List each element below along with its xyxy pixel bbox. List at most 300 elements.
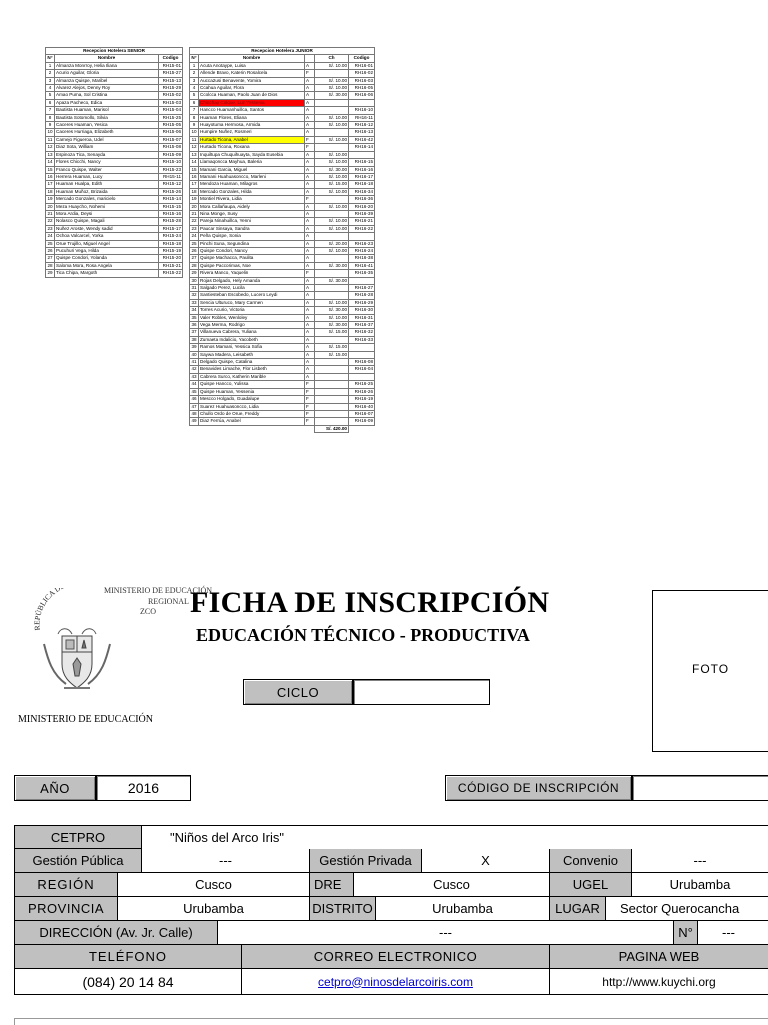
junior-row-num: 13 — [191, 151, 197, 157]
junior-row-code: RH16-33 — [349, 336, 375, 343]
senior-row-code: RH15-15 — [159, 203, 183, 210]
junior-row-code: RH16-35 — [349, 270, 375, 277]
junior-row-ch — [315, 292, 349, 299]
junior-row-status: F — [305, 410, 315, 417]
junior-table-row — [190, 181, 375, 188]
senior-table-row — [46, 225, 183, 232]
junior-row-status: F — [305, 418, 315, 425]
lugar-value[interactable]: Sector Querocancha — [606, 897, 768, 921]
junior-row-num: 32 — [191, 292, 197, 298]
convenio-value[interactable]: --- — [632, 849, 768, 873]
junior-row-name: Nina Monge, Susy — [199, 210, 305, 217]
junior-row-status: A — [305, 359, 315, 366]
junior-row-name: Salgado Perez, Lucila — [199, 285, 305, 292]
distrito-label: DISTRITO — [310, 897, 376, 921]
junior-row-status: A — [305, 203, 315, 210]
senior-row-name: Franco Quispe, Walter — [55, 166, 159, 173]
senior-table-row — [46, 247, 183, 254]
junior-row-ch: S/. 30.00 — [315, 166, 349, 173]
senior-row-code: RH15-24 — [159, 233, 183, 240]
junior-row-status: F — [305, 270, 315, 277]
junior-table-row — [190, 322, 375, 329]
junior-row-name: Chinchay Colque, Luz Yessenia — [199, 99, 305, 106]
junior-row-num: 2 — [190, 70, 199, 77]
junior-table-row — [190, 270, 375, 277]
junior-row-status: A — [305, 329, 315, 336]
junior-row-num: 42 — [191, 366, 197, 372]
junior-row-code: RH16-15 — [349, 159, 375, 166]
senior-row-name: Herrera Huaman, Lucy — [55, 173, 159, 180]
senior-title: Recepcion Hotelera SENIOR — [46, 48, 183, 55]
senior-row-name: Carnejo Figueroa, Udel — [55, 136, 159, 143]
senior-header-num: N° — [47, 55, 53, 61]
junior-row-name: Mamani Huahuasoncco, Marleni — [199, 173, 305, 180]
junior-row-num: 45 — [191, 388, 197, 394]
junior-row-name: Pareja Ninahuillca, Yenni — [199, 218, 305, 225]
direccion-value[interactable]: --- — [218, 921, 674, 945]
senior-row-name: Tica Chipa, Margoth — [55, 270, 159, 277]
junior-row-num: 49 — [191, 418, 197, 424]
gestion-publica-value[interactable]: --- — [142, 849, 310, 873]
senior-row-num: 12 — [47, 144, 53, 150]
senior-row-name: Huaman Muñoz, Brizaida — [55, 188, 159, 195]
senior-row-num: 27 — [47, 255, 53, 261]
senior-row-num: 21 — [47, 210, 53, 216]
junior-table — [189, 47, 375, 433]
senior-table — [45, 47, 183, 278]
junior-row-status: A — [305, 240, 315, 247]
junior-table-row — [190, 381, 375, 388]
numero-label: N° — [674, 921, 698, 945]
junior-table-row — [190, 129, 375, 136]
junior-row-code: RH16-39 — [349, 210, 375, 217]
senior-table-row — [46, 122, 183, 129]
junior-row-name: Quispe Huaman, Yessenia — [199, 388, 305, 395]
junior-row-ch: S/. 10.00 — [315, 218, 349, 225]
junior-row-status: A — [305, 114, 315, 121]
junior-row-code — [349, 151, 375, 158]
senior-row-num: 29 — [47, 270, 53, 276]
svg-text:REPÚBLICA DEL PERÚ — [32, 588, 90, 631]
junior-header-row — [190, 55, 375, 62]
senior-row-num: 3 — [46, 77, 55, 84]
senior-row-code: RH15-13 — [159, 77, 183, 84]
junior-row-ch: S/. 20.00 — [315, 240, 349, 247]
junior-row-num: 15 — [191, 166, 197, 172]
junior-row-ch: S/. 15.00 — [315, 181, 349, 188]
junior-row-status: A — [305, 307, 315, 314]
junior-row-code: RH16-24 — [349, 247, 375, 254]
junior-table-row — [190, 314, 375, 321]
junior-row-num: 21 — [191, 210, 197, 216]
junior-row-num: 35 — [191, 314, 197, 320]
junior-row-code: RH16-10 — [349, 107, 375, 114]
junior-row-ch — [315, 366, 349, 373]
junior-row-status: A — [305, 129, 315, 136]
junior-row-status: F — [305, 396, 315, 403]
junior-row-num: 4 — [190, 85, 199, 92]
junior-row-ch — [315, 359, 349, 366]
lugar-label: LUGAR — [550, 897, 606, 921]
senior-row-code: RH15-02 — [159, 92, 183, 99]
senior-row-num: 17 — [47, 181, 53, 187]
junior-row-ch — [315, 336, 349, 343]
senior-row-code: RH15-23 — [159, 166, 183, 173]
cetpro-value[interactable]: "Niños del Arco Iris" — [142, 825, 768, 849]
junior-row-num: 24 — [191, 233, 197, 239]
senior-row-num: 16 — [47, 173, 53, 179]
senior-row-num: 1 — [46, 62, 55, 69]
junior-row-num: 31 — [191, 285, 197, 290]
junior-row-code — [349, 344, 375, 351]
junior-table-row — [190, 99, 375, 106]
junior-row-ch — [315, 129, 349, 136]
senior-row-code: RH15-08 — [159, 144, 183, 151]
junior-row-code: RH16-12 — [349, 122, 375, 129]
provincia-label: PROVINCIA — [14, 897, 118, 921]
junior-row-ch — [315, 270, 349, 277]
junior-row-ch — [315, 107, 349, 114]
junior-row-ch: S/. 10.00 — [315, 114, 349, 121]
junior-table-row — [190, 218, 375, 225]
senior-row-code: RH15-05 — [159, 122, 183, 129]
peru-seal-icon — [28, 588, 193, 708]
junior-row-num: 17 — [191, 181, 197, 187]
junior-row-status: A — [305, 85, 315, 92]
junior-row-num: 9 — [190, 122, 199, 129]
senior-table-row — [46, 159, 183, 166]
junior-row-code — [349, 373, 375, 380]
ciclo-input[interactable] — [353, 679, 490, 705]
junior-row-ch: S/. 30.00 — [315, 307, 349, 314]
junior-table-row — [190, 62, 375, 69]
junior-row-code: RH16-08 — [349, 359, 375, 366]
junior-row-code: RH16-16 — [349, 166, 375, 173]
junior-row-name: Quispe Paccorimas, Noe — [199, 262, 305, 269]
junior-header-num: N° — [191, 55, 197, 61]
junior-row-code: RH16-37 — [349, 322, 375, 329]
junior-table-row — [190, 136, 375, 143]
junior-row-name: Rivera Manco, Yaquelin — [199, 270, 305, 277]
junior-row-ch — [315, 144, 349, 151]
junior-row-status: A — [305, 62, 315, 69]
pagina-web-value[interactable]: http://www.kuychi.org — [550, 969, 768, 995]
junior-header-code: Codigo — [349, 55, 375, 62]
senior-row-name: Pucuhuri Vega, Hilda — [55, 247, 159, 254]
senior-table-row — [46, 144, 183, 151]
junior-row-ch: S/. 10.00 — [315, 159, 349, 166]
provincia-value[interactable]: Urubamba — [118, 897, 310, 921]
dre-value[interactable]: Cusco — [354, 873, 550, 897]
junior-row-num: 29 — [191, 270, 197, 276]
junior-row-num: 27 — [191, 255, 197, 261]
junior-row-status: A — [305, 336, 315, 343]
junior-row-code: RH16-01 — [349, 62, 375, 69]
senior-row-name: Mercado Gonzales, maricielo — [55, 196, 159, 203]
senior-row-name: Saloma Mora, Rosa Angela — [55, 262, 159, 269]
junior-row-name: Ccolcca Huaman, Paolo Juan de Dios — [199, 92, 305, 99]
junior-row-code: RH16-21 — [349, 218, 375, 225]
junior-row-ch: S/. 10.00 — [315, 299, 349, 306]
junior-row-name: Santiesteban Escobedo, Lucero Leydi — [199, 292, 305, 299]
anio-label: AÑO — [14, 775, 96, 801]
senior-row-num: 22 — [47, 218, 53, 224]
senior-row-name: Apaza Pacheco, Edica — [55, 99, 159, 106]
junior-row-status: A — [305, 322, 315, 329]
junior-row-status: A — [305, 344, 315, 351]
junior-row-ch — [315, 418, 349, 425]
junior-total-empty-cell — [190, 425, 199, 432]
senior-row-code: RH15-16 — [159, 210, 183, 217]
junior-row-name: Peña Quispe, Sonia — [199, 233, 305, 240]
junior-row-num: 22 — [191, 218, 197, 224]
junior-row-num: 44 — [191, 381, 197, 387]
junior-total-value: S/. 420.00 — [315, 425, 349, 432]
junior-row-status: A — [305, 122, 315, 129]
junior-table-row — [190, 114, 375, 121]
senior-table-row — [46, 188, 183, 195]
codigo-inscripcion-input[interactable] — [632, 775, 768, 801]
senior-title-row — [46, 48, 183, 55]
junior-row-num: 36 — [191, 322, 197, 328]
junior-row-status: F — [305, 403, 315, 410]
senior-row-num: 19 — [47, 196, 53, 202]
junior-table-row — [190, 240, 375, 247]
junior-row-name: Llamaqoncca Mayhua, Baleria — [199, 159, 305, 166]
cetpro-label: CETPRO — [14, 825, 142, 849]
junior-row-status: A — [305, 210, 315, 217]
junior-row-num: 34 — [191, 307, 197, 313]
junior-row-name: Saywa Madera, Leisabeth — [199, 351, 305, 358]
senior-row-num: 15 — [47, 166, 53, 172]
junior-row-code: RH16-32 — [349, 329, 375, 336]
junior-row-status: A — [305, 351, 315, 358]
junior-row-num: 11 — [190, 136, 199, 143]
junior-row-ch — [315, 373, 349, 380]
region-value[interactable]: Cusco — [118, 873, 310, 897]
junior-row-status: A — [305, 366, 315, 373]
junior-table-row — [190, 262, 375, 269]
senior-row-name: Orue Trujillo, Miguel Angel — [55, 240, 159, 247]
senior-row-name: Ochoa Valcarcel, Yorka — [55, 233, 159, 240]
distrito-value[interactable]: Urubamba — [376, 897, 550, 921]
junior-row-status: A — [305, 255, 315, 262]
junior-row-num: 47 — [191, 403, 197, 409]
junior-table-row — [190, 159, 375, 166]
senior-table-row — [46, 262, 183, 269]
junior-row-ch — [315, 396, 349, 403]
junior-row-ch: S/. 30.00 — [315, 262, 349, 269]
senior-row-code: RH15-01 — [159, 62, 183, 69]
junior-row-code: RH16-05 — [349, 85, 375, 92]
senior-row-name: Mora Ardia, Deysi — [55, 210, 159, 217]
senior-row-num: 23 — [47, 225, 53, 231]
junior-table-row — [190, 418, 375, 425]
junior-row-num: 1 — [190, 62, 199, 69]
junior-row-status: F — [305, 388, 315, 395]
senior-table-row — [46, 255, 183, 262]
junior-row-name: Allende Bravo, Katerin Rosalcela — [199, 70, 305, 77]
junior-header-name: Nombre — [199, 55, 305, 62]
junior-row-code: RH16-19 — [349, 396, 375, 403]
junior-row-status: A — [305, 159, 315, 166]
junior-total-empty-cell — [305, 425, 315, 432]
photo-label: FOTO — [692, 662, 730, 676]
junior-table-row — [190, 336, 375, 343]
junior-row-name: Rojas Delgado, Hely Amanda — [199, 277, 305, 284]
senior-row-code: RH15-06 — [159, 129, 183, 136]
junior-row-code: RH16-06 — [349, 92, 375, 99]
junior-row-name: Hurtado Ticona, Roxana — [199, 144, 305, 151]
junior-row-name: Mescco Holgado, Guadalupe — [199, 396, 305, 403]
junior-row-name: Aucca2usi Benavente, Yomira — [199, 77, 305, 84]
junior-row-ch: S/. 10.00 — [315, 85, 349, 92]
senior-table-row — [46, 173, 183, 180]
junior-row-name: Quispe Condori, Nancy — [199, 247, 305, 254]
junior-row-code: RH16-17 — [349, 173, 375, 180]
junior-row-name: Mercado Gonzales, Hilda — [199, 188, 305, 195]
junior-row-code — [349, 351, 375, 358]
senior-row-name: Bautista Sotomollo, Silvia — [55, 114, 159, 121]
junior-row-num: 38 — [191, 336, 197, 342]
senior-row-num: 2 — [46, 70, 55, 77]
junior-row-status: A — [305, 181, 315, 188]
junior-row-num: 40 — [191, 351, 197, 357]
senior-table-row — [46, 181, 183, 188]
senior-row-num: 20 — [47, 203, 53, 209]
junior-row-num: 46 — [191, 396, 197, 402]
senior-row-num: 18 — [47, 188, 53, 194]
senior-row-name: Flores Chicchi, Nancy — [55, 159, 159, 166]
direccion-label: DIRECCIÓN (Av. Jr. Calle) — [14, 921, 218, 945]
senior-table-row — [46, 92, 183, 99]
junior-table-row — [190, 285, 375, 292]
senior-table-row — [46, 77, 183, 84]
telefono-value[interactable]: (084) 20 14 84 — [14, 969, 242, 995]
junior-row-name: Ccahua Aguilar, Flora — [199, 85, 305, 92]
junior-row-code: RH16-27 — [349, 285, 375, 292]
junior-table-row — [190, 92, 375, 99]
junior-row-num: 16 — [191, 173, 197, 179]
junior-row-ch: S/. 10.00 — [315, 314, 349, 321]
junior-row-code: RH16-04 — [349, 366, 375, 373]
form-title: FICHA DE INSCRIPCIÓN — [190, 586, 550, 619]
junior-row-num: 28 — [191, 262, 197, 268]
junior-table-row — [190, 351, 375, 358]
senior-table-row — [46, 166, 183, 173]
junior-row-ch: S/. 15.00 — [315, 329, 349, 336]
senior-row-code: RH15-29 — [159, 85, 183, 92]
junior-row-code: RH16-20 — [349, 203, 375, 210]
junior-table-row — [190, 388, 375, 395]
junior-row-code: RH16-26 — [349, 388, 375, 395]
junior-row-name: Zumaeta Indalicio, Yacobeth — [199, 336, 305, 343]
junior-row-num: 43 — [191, 373, 197, 379]
senior-row-num: 6 — [46, 99, 55, 106]
junior-row-ch: S/. 15.00 — [315, 351, 349, 358]
junior-row-name: Acuta Anotaype, Luisa — [199, 62, 305, 69]
junior-table-row — [190, 403, 375, 410]
junior-row-num: 6 — [190, 99, 199, 106]
junior-row-name: Pinchi Suna, Segundina — [199, 240, 305, 247]
ministry-regional-text: REGIONAL — [148, 597, 189, 606]
junior-row-num: 20 — [191, 203, 197, 209]
junior-row-num: 19 — [191, 196, 197, 202]
senior-row-code: RH15-21 — [159, 262, 183, 269]
junior-row-status: A — [305, 277, 315, 284]
junior-row-status: A — [305, 299, 315, 306]
anio-input[interactable]: 2016 — [96, 775, 191, 801]
junior-row-name: Huayotuma Hermosa, Armida — [199, 122, 305, 129]
junior-table-row — [190, 410, 375, 417]
senior-row-code: RH15-18 — [159, 240, 183, 247]
junior-row-status: A — [305, 292, 315, 299]
junior-table-row — [190, 344, 375, 351]
junior-row-ch: S/. 10.00 — [315, 62, 349, 69]
junior-row-status: A — [305, 77, 315, 84]
senior-table-wrapper — [45, 47, 183, 278]
junior-row-code: RH16-38 — [349, 255, 375, 262]
junior-row-ch: S/. 10.00 — [315, 151, 349, 158]
senior-row-name: Quispe Condori, Yolanda — [55, 255, 159, 262]
junior-row-status: A — [305, 107, 315, 114]
senior-row-name: Alvarez Alejos, Denny Roy — [55, 85, 159, 92]
ministry-bottom-text: MINISTERIO DE EDUCACIÓN — [18, 714, 153, 725]
gestion-privada-value[interactable]: X — [422, 849, 550, 873]
junior-row-status: F — [305, 136, 315, 143]
senior-row-num: 7 — [46, 107, 55, 114]
junior-row-num: 30 — [191, 277, 197, 283]
senior-row-code: RH15-17 — [159, 225, 183, 232]
junior-title: Recepcion Hotelera JUNIOR — [190, 48, 375, 55]
junior-row-ch: S/. 30.00 — [315, 92, 349, 99]
form-subtitle: EDUCACIÓN TÉCNICO - PRODUCTIVA — [196, 625, 530, 645]
junior-row-name: Ramos Mamani, Yessica Sofia — [199, 344, 305, 351]
ministry-logo — [28, 588, 193, 708]
junior-row-ch — [315, 255, 349, 262]
junior-row-status: A — [305, 247, 315, 254]
junior-row-code: RH16-34 — [349, 188, 375, 195]
senior-header-row — [46, 55, 183, 62]
senior-row-code: RH15-26 — [159, 188, 183, 195]
junior-title-row — [190, 48, 375, 55]
senior-row-name: Acurio Aguilar, Gloria — [55, 70, 159, 77]
numero-value[interactable]: --- — [698, 921, 768, 945]
telefono-label: TELÉFONO — [14, 945, 242, 969]
junior-total-empty-cell — [349, 425, 375, 432]
senior-table-row — [46, 196, 183, 203]
junior-row-name: Quispe Machacca, Paulita — [199, 255, 305, 262]
junior-row-ch — [315, 196, 349, 203]
senior-table-row — [46, 151, 183, 158]
junior-table-row — [190, 210, 375, 217]
junior-row-status: A — [305, 92, 315, 99]
junior-header-status — [305, 55, 315, 62]
junior-row-ch: S/. 15.00 — [315, 344, 349, 351]
junior-row-code: RH16-02 — [349, 70, 375, 77]
ugel-value[interactable]: Urubamba — [632, 873, 768, 897]
correo-link[interactable]: cetpro@ninosdelarcoiris.com — [318, 974, 473, 989]
junior-row-ch — [315, 210, 349, 217]
junior-row-status: A — [305, 233, 315, 240]
junior-row-status: F — [305, 70, 315, 77]
junior-row-num: 8 — [190, 114, 199, 121]
senior-table-row — [46, 85, 183, 92]
junior-row-status: F — [305, 196, 315, 203]
junior-table-row — [190, 373, 375, 380]
senior-row-code: RH15-28 — [159, 218, 183, 225]
junior-row-num: 39 — [191, 344, 197, 350]
